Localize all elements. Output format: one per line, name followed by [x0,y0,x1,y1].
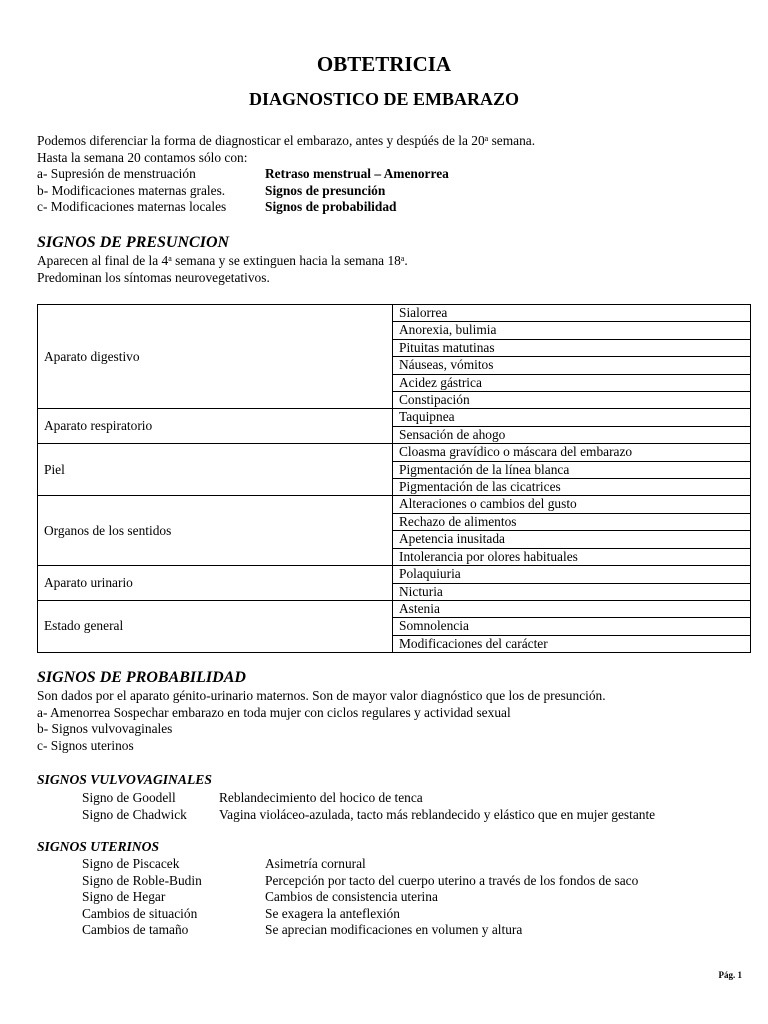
presuncion-line-1 [37,253,408,270]
system-cell: Organos de los sentidos [38,496,393,566]
presuncion-line-1-c: . [404,253,408,268]
intro-line-1-end: semana. [488,133,536,148]
sign-description: Cambios de consistencia uterina [265,889,438,904]
system-cell: Aparato urinario [38,566,393,601]
table-row [38,305,751,322]
sign-row [82,906,638,923]
document-subtitle: DIAGNOSTICO DE EMBARAZO [248,89,520,109]
intro-line-1 [37,133,535,150]
probabilidad-line: Son dados por el aparato génito-urinario maternos. Son de mayor valor diagnóstico que los de presunción. [37,688,606,703]
page-number: Pág. 1 [718,970,742,980]
sign-cell: Constipación [393,392,751,409]
sign-cell: Acidez gástrica [393,374,751,391]
section-heading-presuncion: SIGNOS DE PRESUNCION [37,234,230,251]
sign-cell: Nicturia [393,583,751,600]
intro-item-value: Signos de probabilidad [265,199,397,214]
intro-item-label: c- Modificaciones maternas locales [37,199,227,214]
intro-item [37,199,535,216]
presuncion-table-body [38,305,751,653]
sign-cell: Astenia [393,600,751,617]
sign-name: Cambios de tamaño [82,922,189,937]
sign-cell: Polaquiuria [393,566,751,583]
sign-row [82,807,655,824]
ordinal-sup: a [400,254,405,263]
probabilidad-section [37,688,606,754]
sign-cell: Sialorrea [393,305,751,322]
sign-cell: Pigmentación de las cicatrices [393,479,751,496]
sign-cell: Rechazo de alimentos [393,513,751,530]
sign-row [82,922,638,939]
system-cell: Estado general [38,600,393,652]
sign-cell: Pituitas matutinas [393,339,751,356]
uterinos-list [82,856,638,939]
sign-row [82,889,638,906]
probabilidad-line: b- Signos vulvovaginales [37,721,173,736]
presuncion-line-1-a: Aparecen al final de la 4 [37,253,169,268]
sign-cell: Alteraciones o cambios del gusto [393,496,751,513]
section-heading-uterinos: SIGNOS UTERINOS [37,839,159,854]
table-row [38,566,751,583]
intro-section [37,133,535,216]
intro-line-1-text: Podemos diferenciar la forma de diagnosticar el embarazo, antes y despúés de la 20 [37,133,485,148]
sign-cell: Pigmentación de la línea blanca [393,461,751,478]
sign-name: Signo de Hegar [82,889,166,904]
sign-row [82,873,638,890]
sign-cell: Modificaciones del carácter [393,635,751,652]
sign-name: Signo de Piscacek [82,856,180,871]
intro-item-value: Retraso menstrual – Amenorrea [265,166,449,181]
sign-name: Signo de Roble-Budin [82,872,202,888]
intro-item-value: Signos de presunción [265,182,386,198]
system-cell: Aparato respiratorio [38,409,393,444]
sign-description: Asimetría cornural [265,856,366,871]
sign-description: Se aprecian modificaciones en volumen y altura [265,922,523,937]
intro-item-label: b- Modificaciones maternas grales. [37,182,226,198]
section-heading-probabilidad: SIGNOS DE PROBABILIDAD [37,669,246,686]
sign-cell: Apetencia inusitada [393,531,751,548]
sign-cell: Taquipnea [393,409,751,426]
sign-name: Signo de Chadwick [82,806,187,822]
ordinal-sup: a [168,254,172,263]
table-row [38,409,751,426]
sign-cell: Anorexia, bulimia [393,322,751,339]
intro-item [37,166,535,183]
table-row [38,444,751,461]
table-row [38,600,751,617]
presuncion-line-1-b: semana y se extinguen hacia la semana 18 [171,253,401,268]
sign-row [82,856,638,873]
sign-cell: Náuseas, vómitos [393,357,751,374]
sign-row [82,790,655,807]
ordinal-sup: a [484,134,489,143]
system-cell: Piel [38,444,393,496]
sign-cell: Sensación de ahogo [393,426,751,443]
sign-name: Signo de Goodell [82,790,176,805]
document-title: OBTETRICIA [316,52,452,76]
sign-description: Reblandecimiento del hocico de tenca [219,790,423,805]
intro-item [37,183,535,200]
presuncion-intro [37,253,408,286]
intro-line-2: Hasta la semana 20 contamos sólo con: [37,149,248,165]
probabilidad-line: a- Amenorrea Sospechar embarazo en toda mujer con ciclos regulares y actividad sexual [37,704,511,720]
sign-description: Se exagera la anteflexión [265,905,400,921]
probabilidad-line: c- Signos uterinos [37,737,134,753]
intro-item-label: a- Supresión de menstruación [37,166,196,181]
sign-description: Percepción por tacto del cuerpo uterino a través de los fondos de saco [265,872,639,888]
presuncion-table [37,304,751,653]
sign-cell: Intolerancia por olores habituales [393,548,751,565]
sign-name: Cambios de situación [82,905,198,921]
section-heading-vulvovaginales: SIGNOS VULVOVAGINALES [37,772,212,787]
sign-description: Vagina violáceo-azulada, tacto más reblandecido y elástico que en mujer gestante [219,806,656,822]
sign-cell: Cloasma gravídico o máscara del embarazo [393,444,751,461]
presuncion-line-2: Predominan los síntomas neurovegetativos. [37,269,270,285]
system-cell: Aparato digestivo [38,305,393,409]
sign-cell: Somnolencia [393,618,751,635]
table-row [38,496,751,513]
vulvovaginales-list [82,790,655,823]
